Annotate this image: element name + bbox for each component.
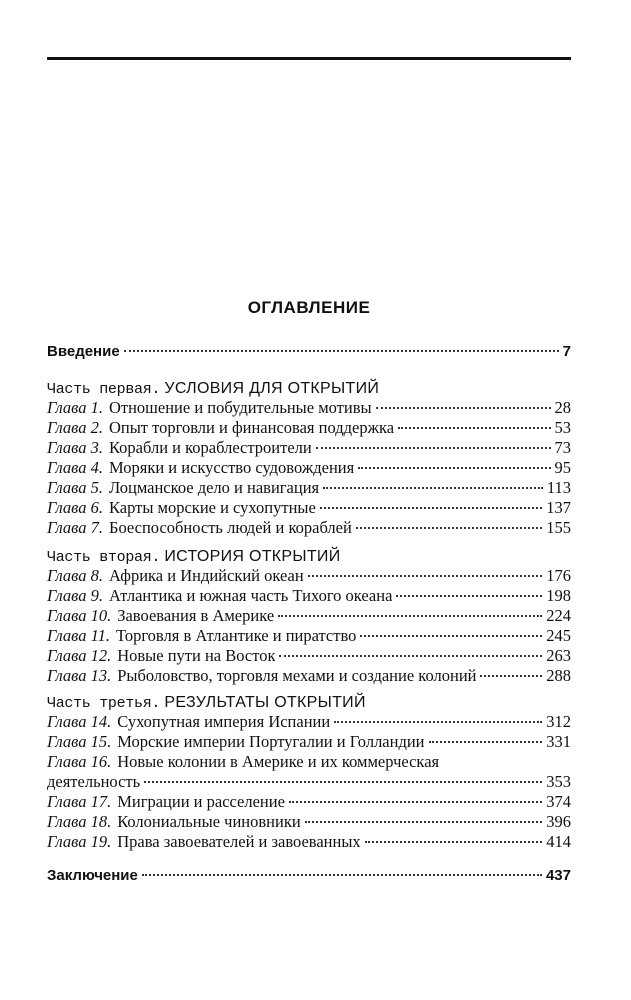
- chapter-title: Миграции и расселение: [117, 792, 285, 811]
- dot-leader: [305, 821, 543, 823]
- toc-entry-chapter-12[interactable]: [47, 646, 571, 666]
- toc-entry-chapter-16-line-2[interactable]: [47, 772, 571, 792]
- chapter-title: Африка и Индийский океан: [108, 566, 304, 585]
- toc-entry-chapter-10[interactable]: [47, 606, 571, 626]
- chapter-number: Глава 11.: [47, 626, 110, 645]
- dot-leader: [279, 655, 542, 657]
- dot-leader: [376, 407, 551, 409]
- chapter-number: Глава 4.: [47, 458, 103, 477]
- page-number: 155: [546, 518, 571, 537]
- part-heading-2: [47, 545, 571, 567]
- toc-entry-chapter-19[interactable]: [47, 832, 571, 852]
- entry-label: Введение: [47, 343, 120, 360]
- chapter-title: Торговля в Атлантике и пиратство: [115, 626, 357, 645]
- toc-entry-chapter-7[interactable]: [47, 518, 571, 538]
- page-number: 331: [546, 732, 571, 751]
- part-name: Часть вторая.: [47, 549, 161, 566]
- toc-entry-conclusion[interactable]: [47, 866, 571, 886]
- entry-label: Заключение: [47, 867, 138, 884]
- part-name: Часть первая.: [47, 381, 161, 398]
- chapter-number: Глава 3.: [47, 438, 103, 457]
- chapter-number: Глава 6.: [47, 498, 103, 517]
- toc-entry-chapter-8[interactable]: [47, 566, 571, 586]
- chapter-number: Глава 15.: [47, 732, 112, 751]
- chapter-title: Боеспособность людей и кораблей: [108, 518, 352, 537]
- page-number: 263: [546, 646, 571, 665]
- chapter-title: Сухопутная империя Испании: [117, 712, 331, 731]
- dot-leader: [396, 595, 542, 597]
- page-number: 73: [554, 438, 571, 457]
- page-number: 7: [562, 343, 571, 360]
- dot-leader: [480, 675, 542, 677]
- dot-leader: [360, 635, 542, 637]
- part-title: УСЛОВИЯ ДЛЯ ОТКРЫТИЙ: [164, 380, 380, 397]
- page-number: 95: [554, 458, 571, 477]
- page-number: 288: [546, 666, 571, 685]
- chapter-title: Отношение и побудительные мотивы: [108, 398, 372, 417]
- chapter-title: Морские империи Португалии и Голландии: [117, 732, 425, 751]
- chapter-title: Опыт торговли и финансовая поддержка: [108, 418, 395, 437]
- dot-leader: [124, 350, 559, 352]
- chapter-number: Глава 16.: [47, 752, 112, 771]
- dot-leader: [142, 874, 542, 876]
- toc-entry-chapter-2[interactable]: [47, 418, 571, 438]
- part-heading-3: [47, 691, 571, 713]
- chapter-number: Глава 18.: [47, 812, 112, 831]
- toc-entry-chapter-11[interactable]: [47, 626, 571, 646]
- chapter-title: Рыболовство, торговля мехами и создание колоний: [117, 666, 477, 685]
- chapter-number: Глава 2.: [47, 418, 103, 437]
- toc-entry-chapter-15[interactable]: [47, 732, 571, 752]
- page-number: 396: [546, 812, 571, 831]
- chapter-number: Глава 14.: [47, 712, 112, 731]
- chapter-number: Глава 19.: [47, 832, 112, 851]
- dot-leader: [144, 781, 542, 783]
- toc-entry-chapter-4[interactable]: [47, 458, 571, 478]
- chapter-number: Глава 13.: [47, 666, 112, 685]
- toc-entry-chapter-17[interactable]: [47, 792, 571, 812]
- toc-entry-chapter-1[interactable]: [47, 398, 571, 418]
- toc-entry-chapter-9[interactable]: [47, 586, 571, 606]
- chapter-title: Колониальные чиновники: [117, 812, 301, 831]
- dot-leader: [398, 427, 550, 429]
- chapter-number: Глава 9.: [47, 586, 103, 605]
- chapter-number: Глава 10.: [47, 606, 112, 625]
- page-number: 28: [554, 398, 571, 417]
- chapter-title: Моряки и искусство судовождения: [108, 458, 355, 477]
- page-number: 224: [546, 606, 571, 625]
- toc-entry-chapter-14[interactable]: [47, 712, 571, 732]
- toc-entry-chapter-18[interactable]: [47, 812, 571, 832]
- dot-leader: [320, 507, 542, 509]
- page-number: 176: [546, 566, 571, 585]
- toc-entry-chapter-13[interactable]: [47, 666, 571, 686]
- dot-leader: [358, 467, 550, 469]
- page-number: 113: [546, 478, 571, 497]
- chapter-title: Завоевания в Америке: [117, 606, 275, 625]
- page-number: 437: [545, 867, 571, 884]
- toc-entry-chapter-16-line-1[interactable]: [47, 752, 571, 772]
- part-title: РЕЗУЛЬТАТЫ ОТКРЫТИЙ: [164, 694, 366, 711]
- part-name: Часть третья.: [47, 695, 161, 712]
- dot-leader: [323, 487, 543, 489]
- toc-entry-chapter-3[interactable]: [47, 438, 571, 458]
- dot-leader: [316, 447, 551, 449]
- page-number: 137: [546, 498, 571, 517]
- chapter-title: Новые колонии в Америке и их коммерческая: [117, 752, 440, 771]
- page-title: ОГЛАВЛЕНИЕ: [247, 298, 371, 317]
- page-number: 374: [546, 792, 571, 811]
- chapter-title: Карты морские и сухопутные: [108, 498, 316, 517]
- page-number: 198: [546, 586, 571, 605]
- chapter-title: Атлантика и южная часть Тихого океана: [108, 586, 393, 605]
- dot-leader: [278, 615, 542, 617]
- page-number: 53: [554, 418, 571, 437]
- chapter-number: Глава 7.: [47, 518, 103, 537]
- dot-leader: [429, 741, 543, 743]
- chapter-title: Лоцманское дело и навигация: [108, 478, 320, 497]
- toc-entry-chapter-6[interactable]: [47, 498, 571, 518]
- chapter-number: Глава 1.: [47, 398, 103, 417]
- page-number: 245: [546, 626, 571, 645]
- chapter-number: Глава 5.: [47, 478, 103, 497]
- chapter-number: Глава 17.: [47, 792, 112, 811]
- chapter-title: Корабли и кораблестроители: [108, 438, 312, 457]
- dot-leader: [308, 575, 543, 577]
- page-number: 312: [546, 712, 571, 731]
- dot-leader: [334, 721, 542, 723]
- chapter-title-continuation: деятельность: [47, 772, 141, 791]
- part-title: ИСТОРИЯ ОТКРЫТИЙ: [164, 548, 341, 565]
- chapter-number: Глава 8.: [47, 566, 103, 585]
- chapter-title: Права завоевателей и завоеванных: [117, 832, 361, 851]
- part-heading-1: [47, 377, 571, 399]
- toc-entry-intro[interactable]: [47, 342, 571, 362]
- top-rule: [47, 57, 571, 60]
- chapter-number: Глава 12.: [47, 646, 112, 665]
- page-number: 414: [546, 832, 571, 851]
- chapter-title: Новые пути на Восток: [117, 646, 276, 665]
- dot-leader: [289, 801, 542, 803]
- dot-leader: [365, 841, 543, 843]
- page-number: 353: [546, 772, 571, 791]
- toc-entry-chapter-5[interactable]: [47, 478, 571, 498]
- dot-leader: [356, 527, 542, 529]
